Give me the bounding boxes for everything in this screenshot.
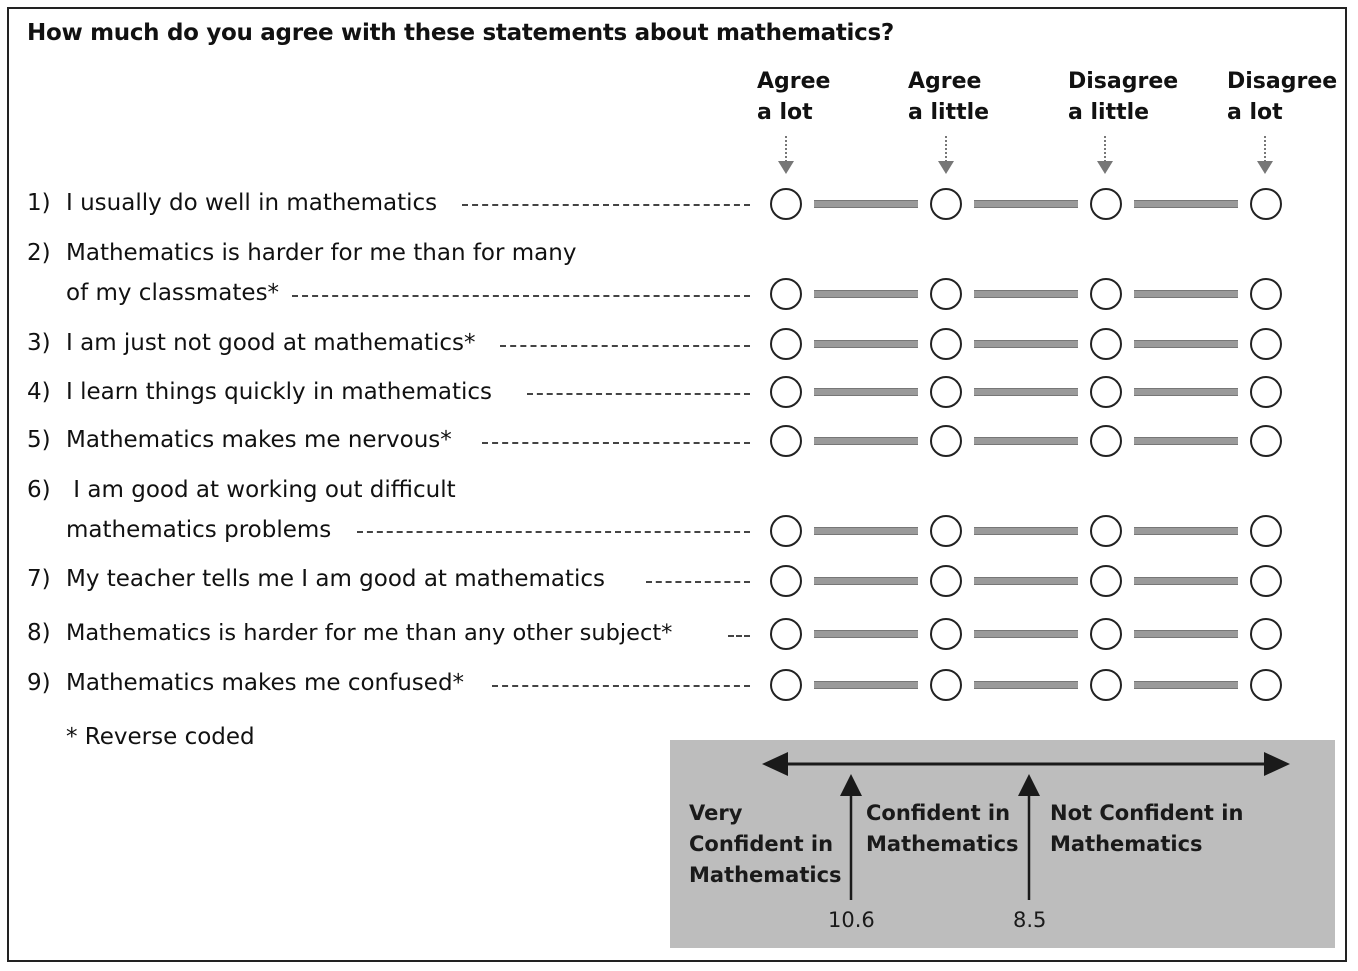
radio-item-1-disagree-a-lot[interactable] bbox=[1250, 188, 1282, 220]
radio-item-6-agree-a-lot[interactable] bbox=[770, 515, 802, 547]
leader-dashes bbox=[482, 442, 750, 444]
item-statement: I learn things quickly in mathematics bbox=[66, 379, 493, 405]
connector-bar bbox=[1134, 340, 1238, 348]
leader-dashes bbox=[500, 345, 750, 347]
radio-item-1-agree-a-lot[interactable] bbox=[770, 188, 802, 220]
confidence-scale-box bbox=[670, 740, 1335, 948]
item-number: 5) bbox=[27, 427, 51, 453]
not-confident-label: Not Confident in Mathematics bbox=[1050, 801, 1244, 856]
item-number: 2) bbox=[27, 240, 51, 266]
connector-bar bbox=[814, 527, 918, 535]
item-statement: Mathematics makes me nervous* bbox=[66, 427, 452, 453]
radio-item-9-disagree-a-lot[interactable] bbox=[1250, 669, 1282, 701]
radio-item-1-agree-a-little[interactable] bbox=[930, 188, 962, 220]
radio-item-9-disagree-a-little[interactable] bbox=[1090, 669, 1122, 701]
leader-dashes bbox=[492, 685, 750, 687]
item-number: 7) bbox=[27, 566, 51, 592]
radio-item-7-agree-a-lot[interactable] bbox=[770, 565, 802, 597]
connector-bar bbox=[974, 388, 1078, 396]
connector-bar bbox=[974, 437, 1078, 445]
connector-bar bbox=[1134, 290, 1238, 298]
connector-bar bbox=[974, 681, 1078, 689]
radio-item-5-agree-a-lot[interactable] bbox=[770, 425, 802, 457]
item-statement: Mathematics makes me confused* bbox=[66, 670, 465, 696]
connector-bar bbox=[814, 577, 918, 585]
connector-bar bbox=[1134, 437, 1238, 445]
connector-bar bbox=[974, 527, 1078, 535]
connector-bar bbox=[814, 290, 918, 298]
connector-bar bbox=[974, 290, 1078, 298]
connector-bar bbox=[814, 340, 918, 348]
radio-item-8-agree-a-little[interactable] bbox=[930, 618, 962, 650]
cutpoint-low-value: 8.5 bbox=[1013, 908, 1047, 932]
radio-item-5-disagree-a-little[interactable] bbox=[1090, 425, 1122, 457]
left-arrow-icon bbox=[762, 752, 788, 776]
column-disagree-a-little: Disagree a little bbox=[1068, 69, 1179, 125]
radio-item-6-disagree-a-little[interactable] bbox=[1090, 515, 1122, 547]
item-number: 3) bbox=[27, 330, 51, 356]
radio-item-4-agree-a-little[interactable] bbox=[930, 376, 962, 408]
radio-item-2-disagree-a-lot[interactable] bbox=[1250, 278, 1282, 310]
arrow-down-icon bbox=[945, 136, 949, 162]
item-statement: My teacher tells me I am good at mathematics bbox=[66, 566, 606, 592]
leader-dashes bbox=[292, 295, 750, 297]
cutpoint-high-value: 10.6 bbox=[828, 908, 875, 932]
radio-item-9-agree-a-little[interactable] bbox=[930, 669, 962, 701]
radio-item-2-agree-a-lot[interactable] bbox=[770, 278, 802, 310]
radio-item-4-disagree-a-little[interactable] bbox=[1090, 376, 1122, 408]
radio-item-1-disagree-a-little[interactable] bbox=[1090, 188, 1122, 220]
right-arrow-icon bbox=[1264, 752, 1290, 776]
item-number: 8) bbox=[27, 620, 51, 646]
column-agree-a-lot: Agree a lot bbox=[757, 69, 831, 125]
item-number: 4) bbox=[27, 379, 51, 405]
radio-item-6-agree-a-little[interactable] bbox=[930, 515, 962, 547]
item-statement: I usually do well in mathematics bbox=[66, 190, 438, 216]
confident-label: Confident in Mathematics bbox=[866, 801, 1019, 856]
connector-bar bbox=[974, 630, 1078, 638]
connector-bar bbox=[814, 681, 918, 689]
up-arrow-icon bbox=[840, 774, 862, 796]
radio-item-2-disagree-a-little[interactable] bbox=[1090, 278, 1122, 310]
leader-dashes bbox=[527, 393, 750, 395]
connector-bar bbox=[814, 388, 918, 396]
connector-bar bbox=[814, 200, 918, 208]
connector-bar bbox=[814, 437, 918, 445]
connector-bar bbox=[1134, 681, 1238, 689]
item-statement: Mathematics is harder for me than for many bbox=[66, 240, 577, 266]
leader-dashes bbox=[357, 531, 750, 533]
radio-item-8-agree-a-lot[interactable] bbox=[770, 618, 802, 650]
radio-item-7-agree-a-little[interactable] bbox=[930, 565, 962, 597]
connector-bar bbox=[974, 200, 1078, 208]
radio-item-8-disagree-a-lot[interactable] bbox=[1250, 618, 1282, 650]
radio-item-8-disagree-a-little[interactable] bbox=[1090, 618, 1122, 650]
leader-dashes bbox=[728, 635, 750, 637]
radio-item-5-disagree-a-lot[interactable] bbox=[1250, 425, 1282, 457]
radio-item-4-agree-a-lot[interactable] bbox=[770, 376, 802, 408]
connector-bar bbox=[1134, 388, 1238, 396]
connector-bar bbox=[974, 340, 1078, 348]
connector-bar bbox=[1134, 577, 1238, 585]
radio-item-7-disagree-a-little[interactable] bbox=[1090, 565, 1122, 597]
item-statement-continued: mathematics problems bbox=[66, 517, 332, 543]
item-statement: I am just not good at mathematics* bbox=[66, 330, 476, 356]
radio-item-4-disagree-a-lot[interactable] bbox=[1250, 376, 1282, 408]
radio-item-9-agree-a-lot[interactable] bbox=[770, 669, 802, 701]
radio-item-3-agree-a-lot[interactable] bbox=[770, 328, 802, 360]
leader-dashes bbox=[646, 581, 750, 583]
very-confident-label: Very Confident in Mathematics bbox=[689, 801, 842, 887]
column-disagree-a-lot: Disagree a lot bbox=[1227, 69, 1338, 125]
radio-item-3-disagree-a-little[interactable] bbox=[1090, 328, 1122, 360]
arrow-down-icon bbox=[785, 136, 789, 162]
radio-item-3-disagree-a-lot[interactable] bbox=[1250, 328, 1282, 360]
radio-item-6-disagree-a-lot[interactable] bbox=[1250, 515, 1282, 547]
connector-bar bbox=[1134, 200, 1238, 208]
radio-item-3-agree-a-little[interactable] bbox=[930, 328, 962, 360]
column-agree-a-little: Agree a little bbox=[908, 69, 990, 125]
radio-item-5-agree-a-little[interactable] bbox=[930, 425, 962, 457]
reverse-coded-note: * Reverse coded bbox=[66, 724, 255, 750]
item-number: 1) bbox=[27, 190, 51, 216]
item-statement: I am good at working out difficult bbox=[66, 477, 456, 503]
arrow-down-icon bbox=[1104, 136, 1108, 162]
connector-bar bbox=[814, 630, 918, 638]
radio-item-2-agree-a-little[interactable] bbox=[930, 278, 962, 310]
connector-bar bbox=[1134, 630, 1238, 638]
item-number: 9) bbox=[27, 670, 51, 696]
item-statement: Mathematics is harder for me than any other subject* bbox=[66, 620, 673, 646]
connector-bar bbox=[974, 577, 1078, 585]
leader-dashes bbox=[462, 204, 750, 206]
item-statement-continued: of my classmates* bbox=[66, 280, 280, 306]
item-number: 6) bbox=[27, 477, 51, 503]
arrow-down-icon bbox=[1264, 136, 1268, 162]
question-title: How much do you agree with these statements about mathematics? bbox=[27, 20, 894, 46]
radio-item-7-disagree-a-lot[interactable] bbox=[1250, 565, 1282, 597]
up-arrow-icon bbox=[1018, 774, 1040, 796]
connector-bar bbox=[1134, 527, 1238, 535]
